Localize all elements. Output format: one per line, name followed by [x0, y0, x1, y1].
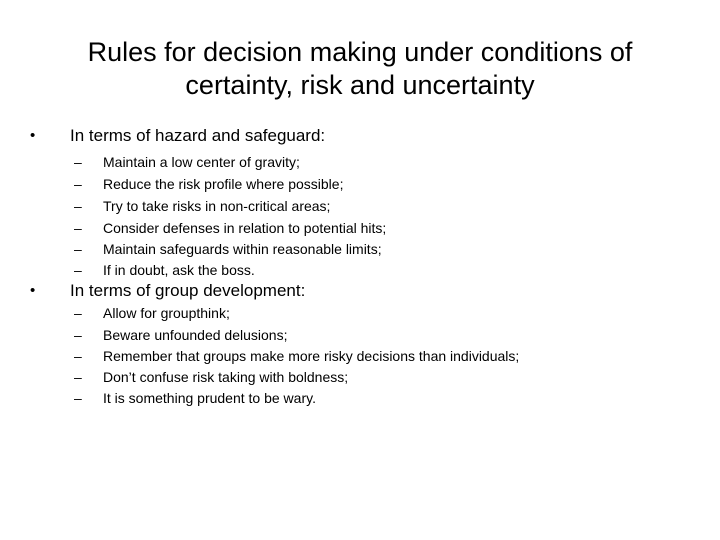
list-item: [0, 304, 720, 322]
list-item-text: Maintain a low center of gravity;: [103, 154, 300, 170]
list-item-text: Don’t confuse risk taking with boldness;: [103, 369, 349, 385]
bullet-icon: •: [30, 282, 36, 299]
dash-icon: –: [74, 327, 82, 343]
dash-icon: –: [74, 369, 82, 385]
dash-icon: –: [74, 154, 82, 170]
list-item-text: Remember that groups make more risky decisions than individuals;: [103, 348, 520, 364]
list-item: [0, 326, 720, 344]
section-heading: In terms of group development:: [70, 281, 306, 300]
list-item-text: Try to take risks in non-critical areas;: [103, 198, 331, 214]
slide-title-line-2: certainty, risk and uncertainty: [185, 70, 535, 100]
section-hazard-safeguard: [0, 125, 720, 147]
list-item: [0, 389, 720, 407]
list-item: [0, 175, 720, 193]
list-item: [0, 219, 720, 237]
list-item: [0, 368, 720, 386]
dash-icon: –: [74, 176, 82, 192]
list-item: [0, 153, 720, 171]
bullet-icon: •: [30, 127, 36, 144]
section-group-development: [0, 280, 720, 302]
dash-icon: –: [74, 305, 82, 321]
dash-icon: –: [74, 241, 82, 257]
list-item: [0, 240, 720, 258]
dash-icon: –: [74, 262, 82, 278]
list-item-text: It is something prudent to be wary.: [103, 390, 316, 406]
list-item-text: Reduce the risk profile where possible;: [103, 176, 344, 192]
dash-icon: –: [74, 390, 82, 406]
slide-title-line-1: Rules for decision making under conditions of: [87, 37, 633, 67]
list-item: [0, 347, 720, 365]
list-item-text: Maintain safeguards within reasonable limits;: [103, 241, 382, 257]
list-item: [0, 261, 720, 279]
list-item: [0, 197, 720, 215]
dash-icon: –: [74, 198, 82, 214]
dash-icon: –: [74, 348, 82, 364]
list-item-text: Consider defenses in relation to potential hits;: [103, 220, 387, 236]
dash-icon: –: [74, 220, 82, 236]
list-item-text: Allow for groupthink;: [103, 305, 230, 321]
list-item-text: Beware unfounded delusions;: [103, 327, 288, 343]
section-heading: In terms of hazard and safeguard:: [70, 126, 326, 145]
list-item-text: If in doubt, ask the boss.: [103, 262, 255, 278]
